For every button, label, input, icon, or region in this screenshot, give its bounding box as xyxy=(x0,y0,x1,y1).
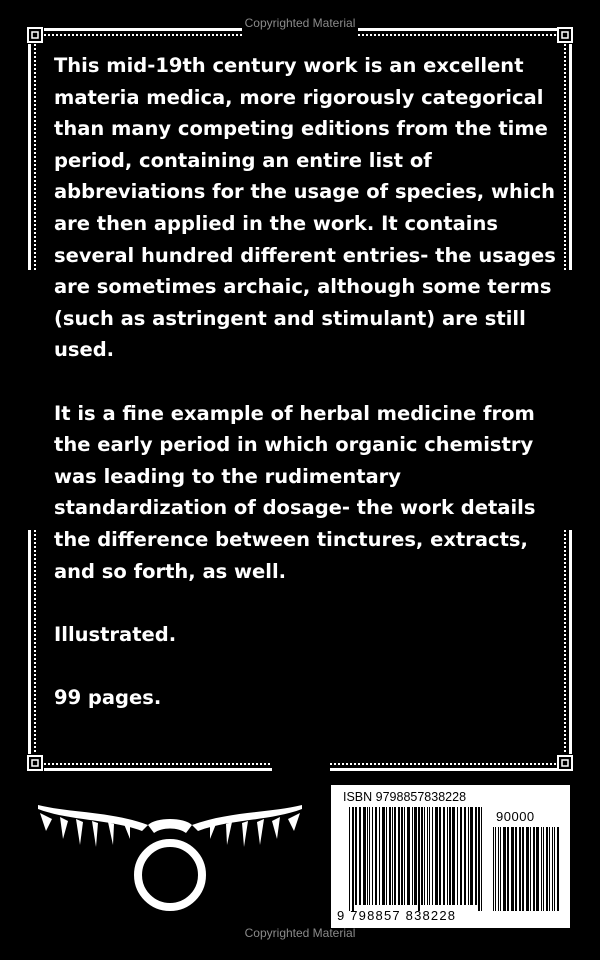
winged-ring-emblem xyxy=(30,795,310,915)
description-paragraph-2: It is a fine example of herbal medicine from the early period in which organic chemistry was leading to the rudimentary standardization of dosage- the work details the difference between tinctures, extracts, and so forth, as well. xyxy=(54,401,536,583)
ean-digits: 9 798857 838228 xyxy=(337,908,457,923)
isbn-label: ISBN 9798857838228 xyxy=(343,790,467,804)
watermark-top: Copyrighted Material xyxy=(244,16,356,30)
barcode-bars xyxy=(331,785,570,928)
illustrated-note: Illustrated. xyxy=(54,622,177,646)
isbn-barcode xyxy=(331,785,570,928)
book-description xyxy=(54,50,564,713)
page-count: 99 pages. xyxy=(54,685,162,709)
watermark-bottom: Copyrighted Material xyxy=(244,926,356,940)
price-addon-digits: 90000 xyxy=(496,809,535,824)
description-paragraph-1: This mid-19th century work is an excellent materia medica, more rigorously categorical than many competing editions from the time period, containing an entire list of abbreviations for the usage of species, which are then applied in the work. It contains several hundred different entries- the usages are sometimes archaic, although some terms (such as astringent and stimulant) are still used. xyxy=(54,54,556,362)
